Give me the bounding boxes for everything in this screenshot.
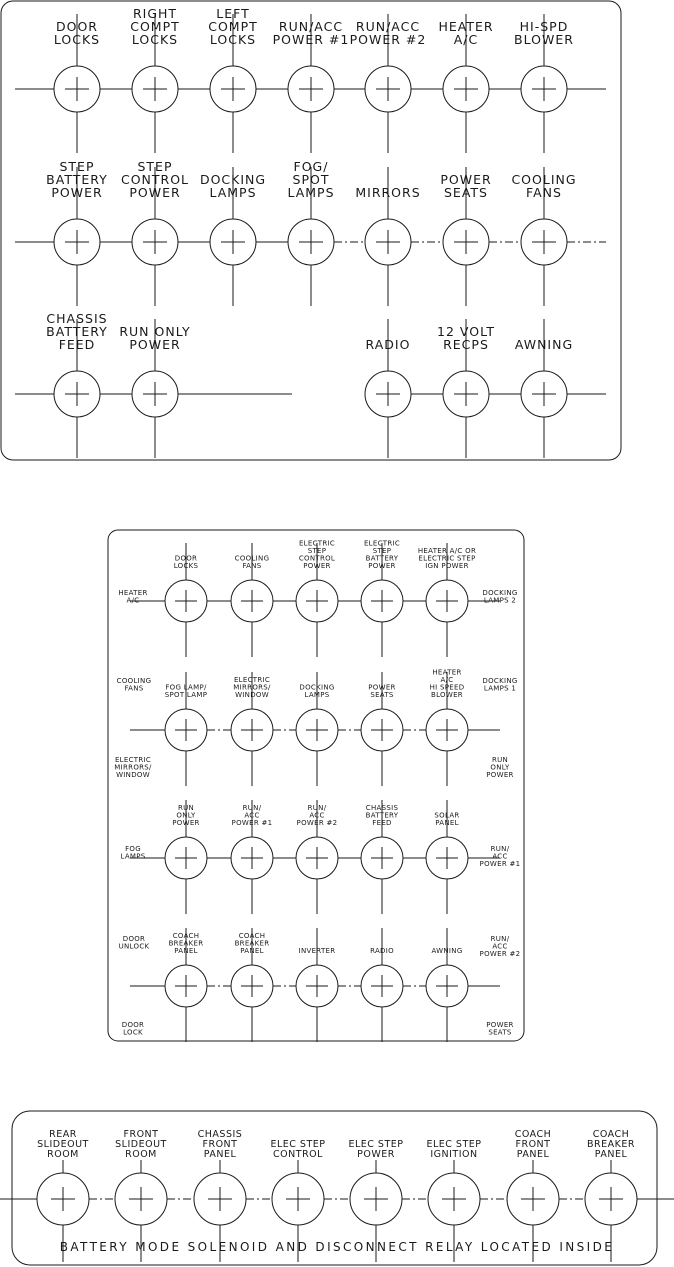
socket-label: COACH FRONT PANEL (514, 1129, 552, 1160)
side-label: RUN/ ACC POWER #1 (479, 845, 521, 868)
socket-label: STEP CONTROL POWER (120, 159, 190, 200)
side-label: HEATER A/C (118, 589, 148, 605)
socket-label: HI-SPD BLOWER (514, 19, 574, 47)
side-label: DOCKING LAMPS 2 (482, 589, 518, 605)
socket-label: AWNING (431, 947, 463, 955)
fuse-socket (296, 928, 338, 1042)
socket-label: AWNING (514, 337, 574, 352)
side-label: RUN ONLY POWER (486, 756, 514, 779)
socket-label: HEATER A/C (438, 19, 494, 47)
fuse-panel-middle (108, 530, 524, 1042)
socket-label: DOOR LOCKS (173, 554, 199, 570)
socket-label: FOG LAMP/ SPOT LAMP (164, 683, 208, 699)
side-label: DOOR LOCK (121, 1021, 145, 1037)
socket-label: RUN/ ACC POWER #1 (231, 804, 273, 827)
side-label: FOG LAMPS (120, 845, 146, 861)
socket-label: 12 VOLT RECPS (437, 324, 495, 352)
side-label: POWER SEATS (486, 1021, 514, 1037)
socket-label: COACH BREAKER PANEL (587, 1129, 635, 1160)
socket-label: POWER SEATS (440, 172, 492, 200)
socket-label: LEFT COMPT LOCKS (208, 6, 258, 47)
socket-label: ELEC STEP POWER (348, 1139, 404, 1160)
socket-label: DOOR LOCKS (53, 19, 101, 47)
socket-label: DOCKING LAMPS (299, 683, 335, 699)
socket-label: RIGHT COMPT LOCKS (130, 6, 180, 47)
socket-label: POWER SEATS (368, 683, 396, 699)
socket-label: ELEC STEP IGNITION (426, 1139, 482, 1160)
socket-label: RUN/ACC POWER #2 (349, 19, 427, 47)
socket-label: COACH BREAKER PANEL (234, 932, 270, 955)
fuse-socket (361, 928, 403, 1042)
socket-label: MIRRORS (355, 185, 421, 200)
relay-location-note: BATTERY MODE SOLENOID AND DISCONNECT RELAY LOCATED INSIDE (59, 1240, 615, 1254)
socket-label: RUN/ ACC POWER #2 (296, 804, 338, 827)
socket-label: SOLAR PANEL (434, 811, 460, 827)
socket-label: HEATER A/C HI SPEED BLOWER (429, 668, 465, 699)
side-label: DOCKING LAMPS 1 (482, 677, 518, 693)
side-label: DOOR UNLOCK (118, 935, 150, 951)
side-label: ELECTRIC MIRRORS/ WINDOW (114, 756, 152, 779)
socket-label: DOCKING LAMPS (199, 172, 267, 200)
socket-label: FRONT SLIDEOUT ROOM (115, 1129, 167, 1160)
socket-label: ELECTRIC MIRRORS/ WINDOW (233, 676, 271, 699)
socket-label: STEP BATTERY POWER (46, 159, 108, 200)
side-label: COOLING FANS (116, 677, 152, 693)
socket-label: FOG/ SPOT LAMPS (287, 159, 335, 200)
fuse-socket (426, 928, 468, 1042)
socket-label: ELECTRIC STEP BATTERY POWER (363, 539, 401, 570)
socket-label: RADIO (370, 947, 394, 955)
socket-label: CHASSIS BATTERY FEED (365, 804, 399, 827)
socket-label: RADIO (365, 337, 411, 352)
socket-label: ELEC STEP CONTROL (270, 1139, 326, 1160)
fuse-panel-lower (0, 1111, 674, 1265)
socket-label: RUN/ACC POWER #1 (272, 19, 350, 47)
socket-label: CHASSIS BATTERY FEED (46, 311, 108, 352)
socket-label: COACH BREAKER PANEL (168, 932, 204, 955)
side-label: RUN/ ACC POWER #2 (479, 935, 521, 958)
fuse-panel-upper (1, 1, 621, 460)
socket-label: INVERTER (298, 947, 336, 955)
socket-label: CHASSIS FRONT PANEL (197, 1129, 243, 1160)
socket-label: REAR SLIDEOUT ROOM (37, 1129, 89, 1160)
socket-label: HEATER A/C OR ELECTRIC STEP IGN POWER (417, 547, 477, 570)
socket-label: ELECTRIC STEP CONTROL POWER (298, 539, 336, 570)
socket-label: RUN ONLY POWER (119, 324, 191, 352)
socket-label: COOLING FANS (234, 554, 270, 570)
socket-label: RUN ONLY POWER (172, 804, 200, 827)
socket-label: COOLING FANS (511, 172, 577, 200)
